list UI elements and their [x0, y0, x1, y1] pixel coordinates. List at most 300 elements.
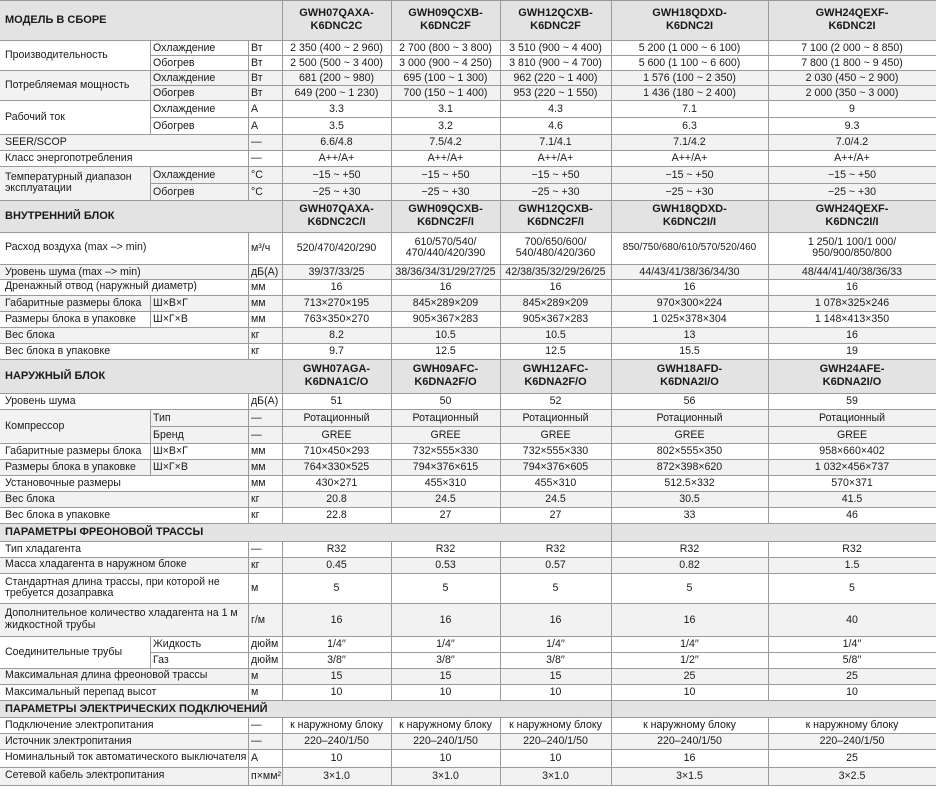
- model-name: GWH07AGA- K6DNA1C/O: [302, 363, 371, 388]
- column-divider: [391, 459, 392, 475]
- spec-label: Уровень шума: [5, 395, 76, 407]
- spec-value: −25 ~ +30: [827, 185, 876, 198]
- column-divider: [248, 134, 249, 150]
- spec-value: 15: [549, 670, 562, 682]
- column-divider: [768, 733, 769, 749]
- section-title: ПАРАМЕТРЫ ФРЕОНОВОЙ ТРАССЫ: [5, 526, 204, 538]
- column-divider: [391, 295, 392, 311]
- column-divider: [248, 557, 249, 573]
- spec-label: Размеры блока в упаковке: [5, 313, 136, 325]
- spec-value: 0.45: [326, 559, 347, 571]
- column-divider: [248, 767, 249, 785]
- spec-unit: кг: [251, 559, 260, 571]
- column-divider: [150, 295, 151, 311]
- spec-value: 5/8′′: [842, 654, 862, 666]
- spec-value: 1 032×456×737: [814, 461, 890, 473]
- spec-value: 16: [846, 329, 858, 341]
- spec-unit: Вт: [251, 56, 263, 69]
- column-divider: [768, 749, 769, 767]
- spec-value: 10: [330, 686, 343, 698]
- spec-subparam: Ш×Г×В: [153, 313, 188, 325]
- spec-value: А++/А+: [834, 152, 870, 164]
- spec-unit: кг: [251, 493, 260, 505]
- spec-value: −15 ~ +50: [827, 168, 876, 181]
- column-divider: [282, 668, 283, 684]
- column-divider: [391, 0, 392, 40]
- column-divider: [611, 134, 612, 150]
- column-divider: [282, 70, 283, 100]
- column-divider: [768, 409, 769, 443]
- column-divider: [500, 409, 501, 443]
- spec-unit: Вт: [251, 41, 263, 54]
- column-divider: [611, 767, 612, 785]
- spec-unit: дюйм: [251, 654, 279, 666]
- column-divider: [768, 264, 769, 279]
- column-divider: [500, 557, 501, 573]
- spec-label: Размеры блока в упаковке: [5, 461, 136, 473]
- spec-label: Стандартная длина трассы, при которой не требуется дозаправка: [5, 575, 220, 599]
- spec-subparam: Охлаждение: [153, 102, 216, 115]
- column-divider: [248, 603, 249, 636]
- column-divider: [611, 279, 612, 295]
- column-divider: [282, 200, 283, 232]
- column-divider: [150, 166, 151, 200]
- column-divider: [768, 443, 769, 459]
- spec-value: Ротационный: [303, 411, 370, 424]
- column-divider: [248, 40, 249, 70]
- column-divider: [500, 327, 501, 343]
- column-divider: [500, 100, 501, 134]
- spec-unit: —: [251, 428, 262, 441]
- spec-value: 25: [846, 670, 858, 682]
- model-name: GWH09QCXB- K6DNC2F: [408, 7, 483, 32]
- column-divider: [611, 393, 612, 409]
- spec-value: 2 500 (500 ~ 3 400): [290, 56, 383, 69]
- column-divider: [500, 733, 501, 749]
- spec-label: Расход воздуха (max –> min): [5, 241, 147, 254]
- spec-value: R32: [435, 543, 456, 555]
- column-divider: [611, 343, 612, 359]
- spec-value: 220–240/1/50: [819, 735, 885, 747]
- column-divider: [500, 717, 501, 733]
- spec-value: 10: [330, 752, 343, 764]
- spec-value: 41.5: [841, 493, 863, 505]
- spec-subparam: Бренд: [153, 428, 184, 441]
- column-divider: [500, 668, 501, 684]
- column-divider: [391, 557, 392, 573]
- spec-value: 763×350×270: [303, 313, 370, 325]
- spec-value: Ротационный: [656, 411, 723, 424]
- spec-subparam: Охлаждение: [153, 168, 216, 181]
- column-divider: [248, 393, 249, 409]
- model-name: GWH24QEXF- K6DNC2I/I: [815, 203, 889, 228]
- spec-value: 3.3: [329, 102, 344, 115]
- spec-group-label: Температурный диапазон эксплуатации: [5, 170, 132, 194]
- section-title: МОДЕЛЬ В СБОРЕ: [5, 14, 107, 26]
- column-divider: [282, 636, 283, 668]
- column-divider: [391, 443, 392, 459]
- column-divider: [500, 232, 501, 264]
- model-name: GWH18AFD- K6DNA2I/O: [656, 363, 723, 388]
- column-divider: [391, 359, 392, 393]
- column-divider: [611, 359, 612, 393]
- spec-label: Максимальная длина фреоновой трассы: [5, 669, 208, 682]
- column-divider: [248, 684, 249, 700]
- spec-unit: дюйм: [251, 638, 279, 650]
- column-divider: [282, 573, 283, 603]
- spec-group-label: Производительность: [5, 49, 108, 61]
- spec-unit: —: [251, 719, 262, 731]
- spec-value: Ротационный: [819, 411, 885, 424]
- column-divider: [248, 100, 249, 134]
- column-divider: [500, 150, 501, 166]
- spec-unit: мм: [251, 445, 266, 457]
- spec-label: Уровень шума (max –> min): [5, 265, 141, 278]
- spec-value: 2 350 (400 ~ 2 960): [290, 41, 383, 54]
- spec-label: Габаритные размеры блока: [5, 297, 142, 309]
- spec-value: 2 000 (350 ~ 3 000): [805, 86, 899, 99]
- column-divider: [391, 409, 392, 443]
- spec-value: 10: [439, 686, 452, 698]
- spec-subparam: Ш×Г×В: [153, 461, 188, 473]
- spec-value: 3×2.5: [838, 770, 866, 782]
- column-divider: [768, 359, 769, 393]
- spec-group-label: Рабочий ток: [5, 111, 65, 123]
- column-divider: [248, 409, 249, 443]
- column-divider: [768, 40, 769, 70]
- spec-value: R32: [326, 543, 347, 555]
- spec-value: 10: [846, 686, 858, 698]
- spec-unit: мм: [251, 477, 266, 489]
- spec-unit: —: [251, 543, 262, 555]
- spec-value: 3×1.0: [323, 770, 350, 782]
- spec-value: 872×398×620: [656, 461, 723, 473]
- column-divider: [611, 475, 612, 491]
- column-divider: [391, 327, 392, 343]
- column-divider: [391, 134, 392, 150]
- column-divider: [391, 475, 392, 491]
- spec-value: 649 (200 ~ 1 230): [294, 86, 379, 99]
- column-divider: [248, 491, 249, 507]
- column-divider: [248, 636, 249, 668]
- spec-value: к наружному блоку: [290, 719, 383, 731]
- column-divider: [768, 475, 769, 491]
- spec-label: Тип хладагента: [5, 543, 82, 555]
- row-divider: [0, 785, 936, 786]
- column-divider: [500, 507, 501, 523]
- spec-subparam: Обогрев: [153, 86, 195, 99]
- spec-value: 845×289×209: [522, 297, 589, 309]
- column-divider: [611, 327, 612, 343]
- spec-value: GREE: [674, 428, 705, 441]
- column-divider: [611, 557, 612, 573]
- spec-value: 52: [549, 395, 562, 407]
- column-divider: [248, 327, 249, 343]
- column-divider: [500, 134, 501, 150]
- spec-value: 958×660×402: [819, 445, 885, 457]
- spec-value: −25 ~ +30: [421, 185, 470, 198]
- spec-value: 20.8: [326, 493, 347, 505]
- spec-value: 13: [683, 329, 696, 341]
- spec-value: 22.8: [326, 509, 347, 521]
- column-divider: [248, 507, 249, 523]
- column-divider: [282, 443, 283, 459]
- spec-value: 695 (100 ~ 1 300): [403, 71, 488, 84]
- spec-value: 0.57: [545, 559, 566, 571]
- spec-value: −15 ~ +50: [531, 168, 580, 181]
- column-divider: [611, 668, 612, 684]
- column-divider: [248, 443, 249, 459]
- spec-value: 1/4′′: [436, 638, 455, 650]
- column-divider: [768, 150, 769, 166]
- column-divider: [768, 459, 769, 475]
- spec-unit: п×мм²: [251, 770, 282, 782]
- column-divider: [768, 507, 769, 523]
- spec-label: Установочные размеры: [5, 477, 121, 489]
- column-divider: [768, 393, 769, 409]
- spec-value: 3 510 (900 ~ 4 400): [509, 41, 602, 54]
- spec-subparam: Обогрев: [153, 119, 195, 132]
- spec-value: 732×555×330: [522, 445, 589, 457]
- spec-value: Ротационный: [412, 411, 479, 424]
- spec-unit: м: [251, 582, 259, 594]
- column-divider: [611, 264, 612, 279]
- column-divider: [282, 232, 283, 264]
- column-divider: [500, 359, 501, 393]
- spec-value: −25 ~ +30: [531, 185, 580, 198]
- column-divider: [611, 507, 612, 523]
- spec-value: 15: [330, 670, 343, 682]
- column-divider: [500, 491, 501, 507]
- spec-value: 1 250/1 100/1 000/ 950/900/850/800: [807, 235, 897, 259]
- spec-value: 1 576 (100 ~ 2 350): [643, 71, 736, 84]
- spec-label: SEER/SCOP: [5, 136, 67, 148]
- spec-value: 220–240/1/50: [523, 735, 588, 747]
- column-divider: [282, 327, 283, 343]
- spec-unit: °С: [251, 168, 263, 181]
- spec-label: Вес блока в упаковке: [5, 345, 111, 357]
- spec-unit: мм: [251, 297, 266, 309]
- spec-value: 710×450×293: [303, 445, 370, 457]
- spec-label: Габаритные размеры блока: [5, 445, 142, 457]
- spec-value: 9.3: [844, 119, 860, 132]
- spec-value: 16: [683, 613, 696, 626]
- column-divider: [150, 636, 151, 668]
- spec-unit: мм: [251, 281, 266, 293]
- column-divider: [391, 684, 392, 700]
- spec-value: 38/36/34/31/29/27/25: [395, 265, 496, 278]
- spec-value: 5: [552, 582, 559, 594]
- spec-value: к наружному блоку: [805, 719, 899, 731]
- column-divider: [391, 150, 392, 166]
- spec-value: 5: [333, 582, 340, 594]
- spec-value: 700/650/600/ 540/480/420/360: [515, 235, 596, 259]
- spec-value: R32: [679, 543, 700, 555]
- spec-value: 27: [439, 509, 452, 521]
- spec-unit: кг: [251, 345, 260, 357]
- spec-value: 700 (150 ~ 1 400): [403, 86, 488, 99]
- spec-value: 1 436 (180 ~ 2 400): [643, 86, 736, 99]
- column-divider: [248, 70, 249, 100]
- spec-unit: —: [251, 411, 262, 424]
- column-divider: [768, 491, 769, 507]
- spec-value: 1 025×378×304: [652, 313, 727, 325]
- spec-value: 3.2: [438, 119, 453, 132]
- column-divider: [500, 264, 501, 279]
- column-divider: [391, 733, 392, 749]
- model-name: GWH12QCXB- K6DNC2F/I: [518, 203, 593, 228]
- column-divider: [282, 166, 283, 200]
- column-divider: [500, 749, 501, 767]
- spec-label: Максимальный перепад высот: [5, 686, 157, 698]
- column-divider: [248, 475, 249, 491]
- spec-label: Вес блока в упаковке: [5, 509, 111, 521]
- spec-unit: мм: [251, 461, 266, 473]
- spec-value: 42/38/35/32/29/26/25: [505, 265, 606, 278]
- column-divider: [611, 0, 612, 40]
- column-divider: [391, 749, 392, 767]
- spec-value: 430×271: [315, 477, 358, 489]
- spec-value: 1/2′′: [680, 654, 699, 666]
- column-divider: [391, 603, 392, 636]
- spec-value: 7.5/4.2: [429, 136, 462, 148]
- column-divider: [500, 443, 501, 459]
- spec-unit: кг: [251, 509, 260, 521]
- model-name: GWH24QEXF- K6DNC2I: [815, 7, 889, 32]
- spec-value: R32: [842, 543, 862, 555]
- spec-unit: дБ(А): [251, 395, 279, 407]
- spec-unit: м: [251, 670, 259, 682]
- column-divider: [500, 541, 501, 557]
- spec-value: −25 ~ +30: [312, 185, 361, 198]
- spec-value: 24.5: [435, 493, 456, 505]
- spec-value: 24.5: [545, 493, 566, 505]
- spec-value: 10.5: [545, 329, 566, 341]
- spec-unit: °С: [251, 185, 263, 198]
- column-divider: [282, 491, 283, 507]
- column-divider: [611, 700, 612, 717]
- column-divider: [391, 717, 392, 733]
- column-divider: [768, 343, 769, 359]
- spec-unit: Вт: [251, 71, 263, 84]
- column-divider: [391, 166, 392, 200]
- spec-value: −15 ~ +50: [665, 168, 714, 181]
- column-divider: [248, 232, 249, 264]
- column-divider: [768, 232, 769, 264]
- spec-value: 794×376×605: [522, 461, 589, 473]
- column-divider: [248, 541, 249, 557]
- spec-value: 3×1.0: [432, 770, 459, 782]
- column-divider: [768, 295, 769, 311]
- column-divider: [768, 684, 769, 700]
- spec-value: 220–240/1/50: [304, 735, 369, 747]
- column-divider: [282, 684, 283, 700]
- column-divider: [150, 70, 151, 100]
- spec-value: 9.7: [329, 345, 344, 357]
- column-divider: [768, 279, 769, 295]
- spec-value: 3/8′′: [546, 654, 565, 666]
- spec-subparam: Тип: [153, 411, 171, 424]
- spec-value: 25: [683, 670, 696, 682]
- spec-value: 44/43/41/38/36/34/30: [639, 265, 740, 278]
- column-divider: [611, 166, 612, 200]
- spec-value: 15: [439, 670, 452, 682]
- spec-value: 7.0/4.2: [835, 136, 869, 148]
- column-divider: [500, 393, 501, 409]
- spec-value: −25 ~ +30: [665, 185, 714, 198]
- spec-subparam: Газ: [153, 654, 169, 666]
- column-divider: [150, 409, 151, 443]
- column-divider: [282, 279, 283, 295]
- column-divider: [282, 767, 283, 785]
- spec-unit: А: [251, 752, 259, 764]
- spec-value: 7 100 (2 000 ~ 8 850): [801, 41, 903, 54]
- spec-value: 845×289×209: [412, 297, 479, 309]
- spec-label: Источник электропитания: [5, 735, 132, 747]
- column-divider: [611, 70, 612, 100]
- spec-value: 455×310: [424, 477, 467, 489]
- column-divider: [611, 443, 612, 459]
- spec-value: 16: [846, 281, 858, 293]
- spec-value: 2 700 (800 ~ 3 800): [399, 41, 492, 54]
- spec-label: Вес блока: [5, 329, 55, 341]
- column-divider: [282, 134, 283, 150]
- spec-value: 7.1/4.1: [539, 136, 572, 148]
- model-name: GWH18QDXD- K6DNC2I: [652, 7, 727, 32]
- spec-value: 39/37/33/25: [308, 265, 365, 278]
- spec-value: 764×330×525: [303, 461, 370, 473]
- column-divider: [391, 40, 392, 70]
- spec-value: 5: [686, 582, 693, 594]
- column-divider: [768, 134, 769, 150]
- spec-value: 5: [442, 582, 449, 594]
- column-divider: [282, 557, 283, 573]
- column-divider: [611, 295, 612, 311]
- column-divider: [500, 603, 501, 636]
- spec-value: 512.5×332: [664, 477, 715, 489]
- column-divider: [500, 70, 501, 100]
- spec-value: 10: [549, 686, 562, 698]
- spec-value: А++/А+: [537, 152, 574, 164]
- column-divider: [500, 166, 501, 200]
- spec-value: 15.5: [679, 345, 700, 357]
- spec-group-label: Компрессор: [5, 420, 65, 432]
- spec-subparam: Ш×В×Г: [153, 445, 188, 457]
- column-divider: [500, 0, 501, 40]
- column-divider: [768, 0, 769, 40]
- spec-value: −15 ~ +50: [421, 168, 470, 181]
- column-divider: [611, 459, 612, 475]
- spec-value: 12.5: [435, 345, 456, 357]
- spec-value: GREE: [321, 428, 352, 441]
- spec-unit: г/м: [251, 613, 266, 626]
- spec-subparam: Ш×В×Г: [153, 297, 188, 309]
- spec-label: Вес блока: [5, 493, 55, 505]
- spec-value: 1/4′′: [546, 638, 565, 650]
- spec-group-label: Потребляемая мощность: [5, 79, 130, 91]
- column-divider: [391, 507, 392, 523]
- spec-value: 25: [846, 752, 858, 764]
- column-divider: [282, 359, 283, 393]
- column-divider: [768, 636, 769, 668]
- spec-value: 713×270×195: [303, 297, 370, 309]
- column-divider: [611, 541, 612, 557]
- column-divider: [500, 684, 501, 700]
- column-divider: [391, 100, 392, 134]
- column-divider: [768, 70, 769, 100]
- spec-value: А++/А+: [427, 152, 464, 164]
- column-divider: [768, 200, 769, 232]
